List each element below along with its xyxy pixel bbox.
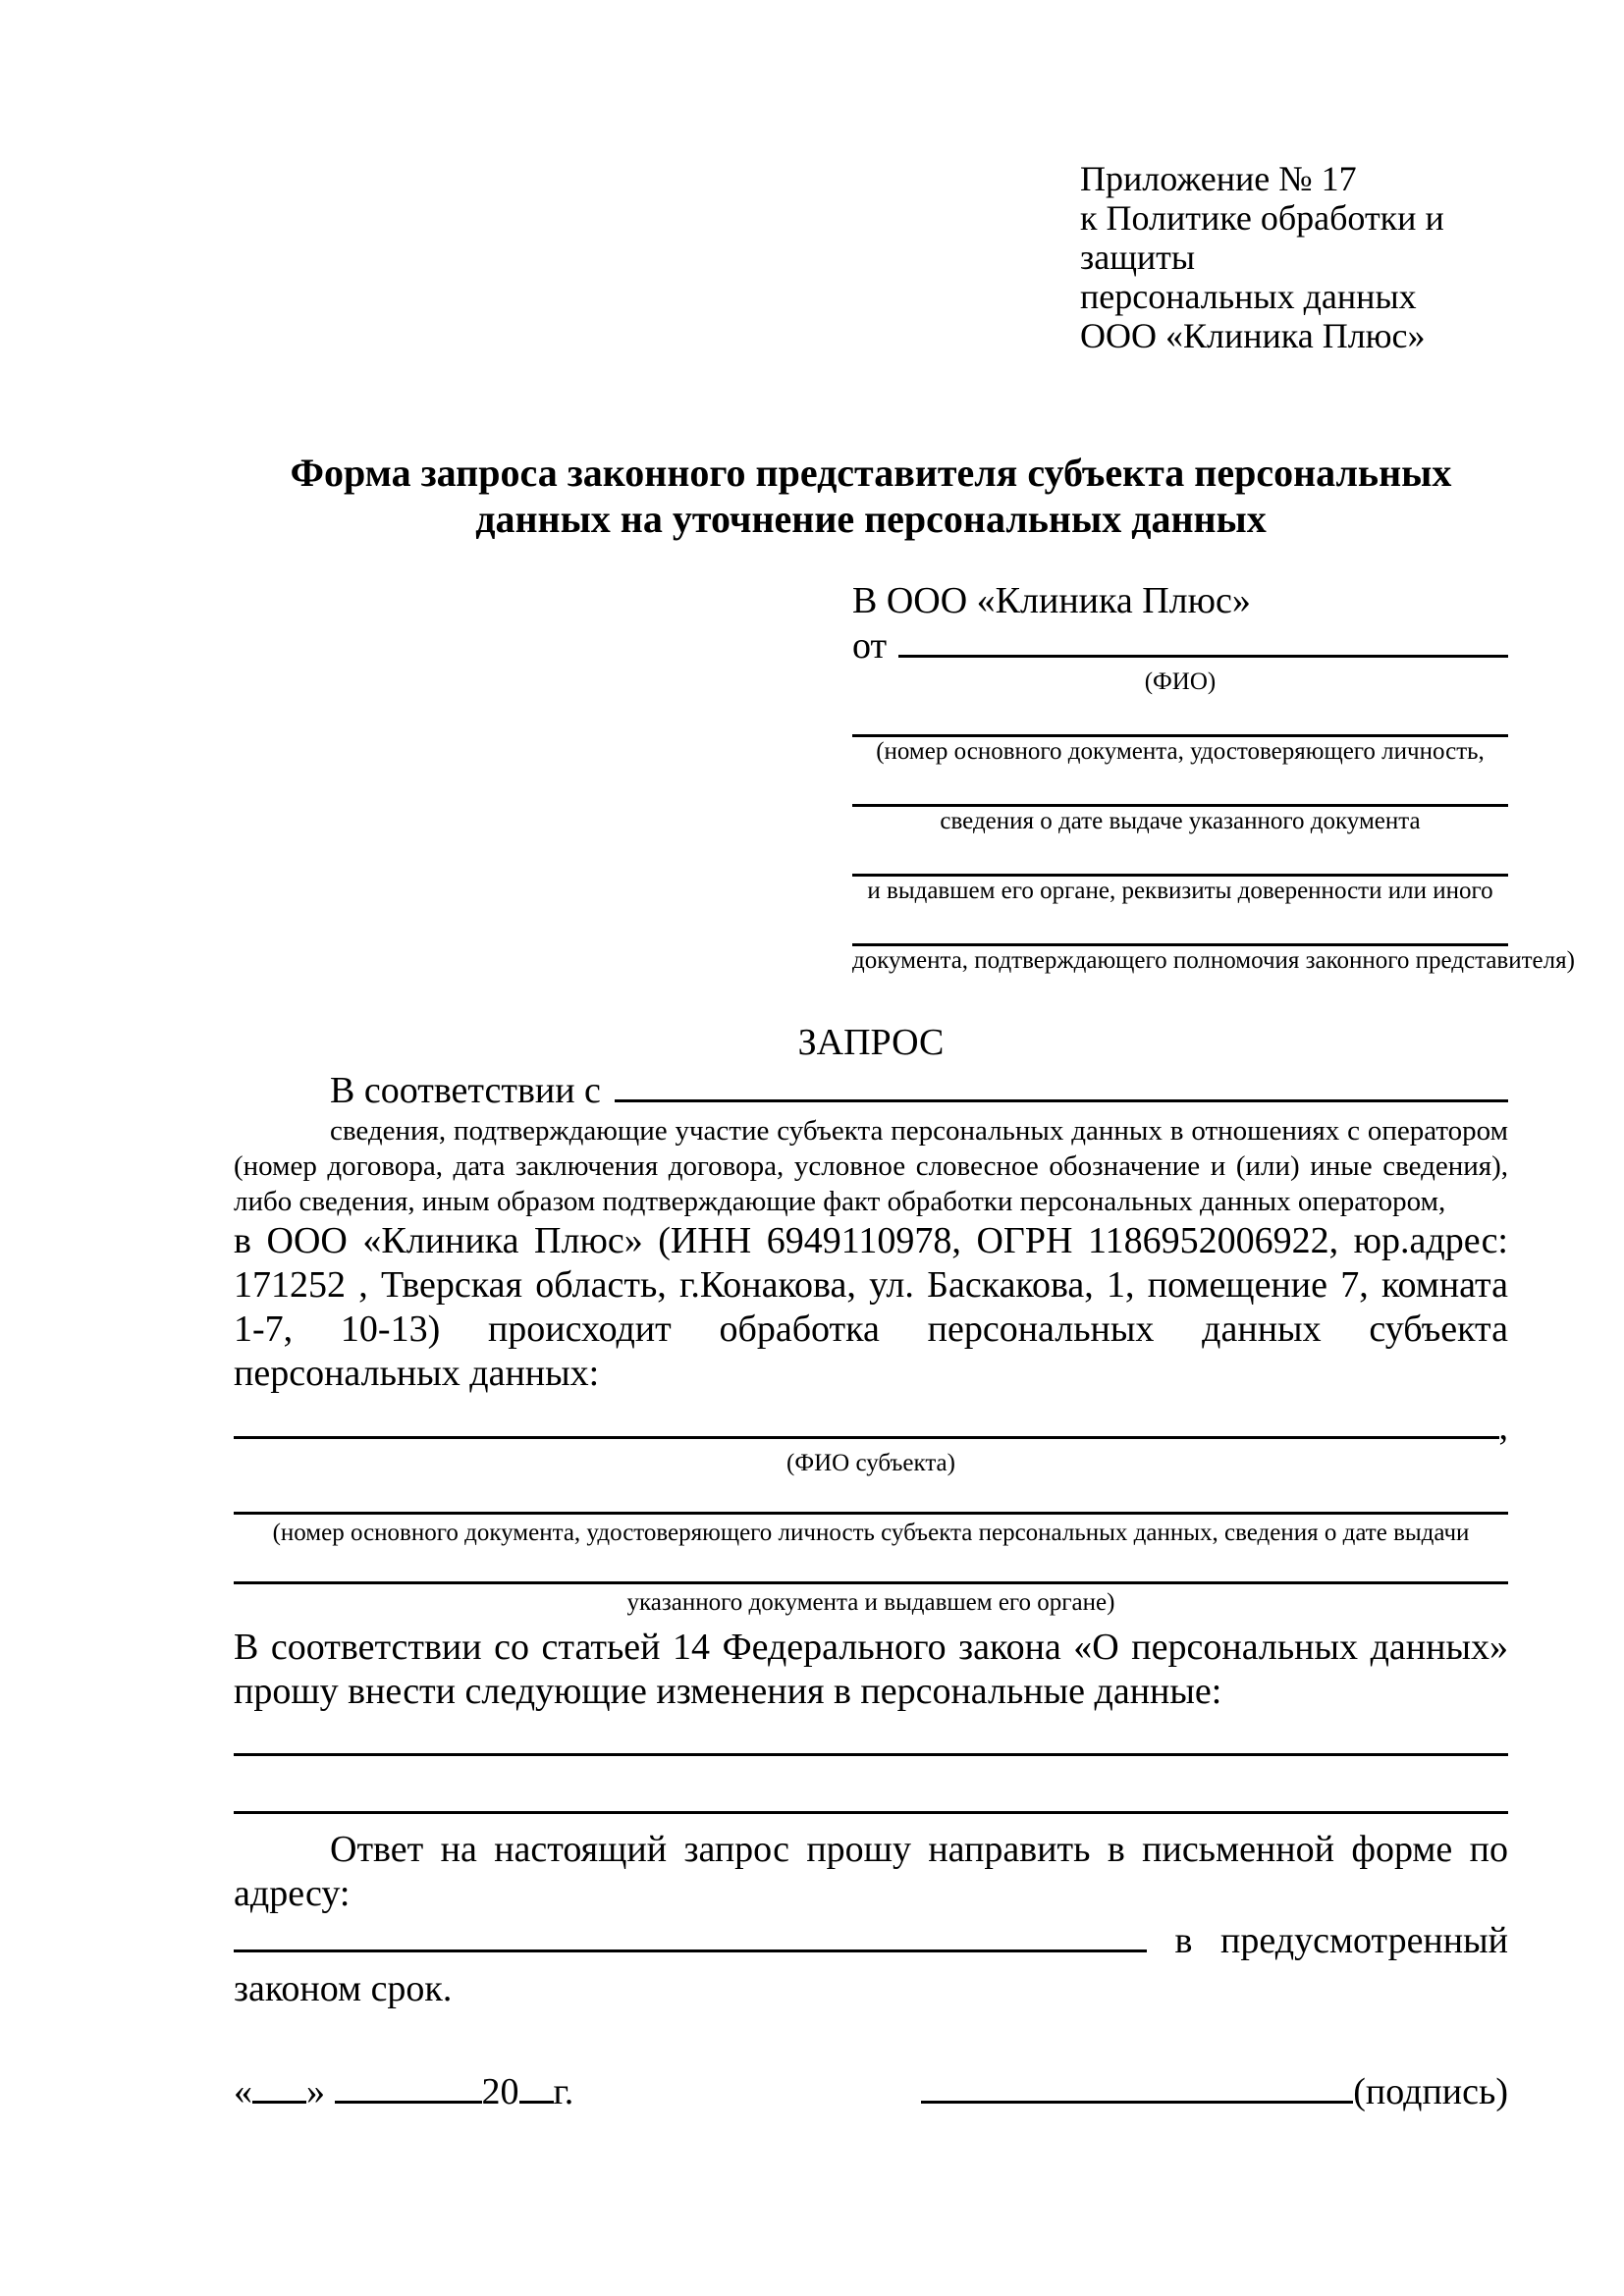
doc-blank-unit	[852, 874, 1508, 906]
date-field	[234, 2069, 573, 2114]
changes-fill-line-2	[234, 1811, 1508, 1814]
fine-print-note: сведения, подтверждающие участие субъекта персональных данных в отношениях с оператором (номер договора, дата заключения договора, условное словесное обозначение и (или) иные сведения), либо сведения, иным образом подтверждающие факт обработки персональных данных оператором,	[234, 1115, 1508, 1217]
date-month-blank	[335, 2101, 482, 2104]
intro-fill-line	[615, 1099, 1508, 1102]
appendix-number: Приложение № 17	[1080, 159, 1357, 198]
appendix-header	[1080, 159, 1508, 355]
subject-doc-caption-2: указанного документа и выдавшем его органе)	[626, 1589, 1115, 1616]
operator-paragraph: в ООО «Клиника Плюс» (ИНН 6949110978, ОГРН 1186952006922, юр.адрес: 171252 , Тверская область, г.Конакова, ул. Баскакова, 1, помещение 7, комната 1-7, 10-13) происходит обработка персональных данных субъекта персональных данных:	[234, 1220, 1508, 1394]
signature-field	[921, 2069, 1508, 2114]
intro-label: В соответствии с	[330, 1070, 601, 1111]
date-quote-open: «	[234, 2071, 252, 2112]
subject-doc-caption-1: (номер основного документа, удостоверяющего личность субъекта персональных данных, сведения о дате выдачи	[272, 1520, 1470, 1546]
addressee-block	[852, 579, 1575, 976]
answer-paragraph-line-3: законом срок.	[234, 1968, 453, 2009]
fio-fill-line	[898, 655, 1508, 658]
page-title: Форма запроса законного представителя субъекта персональных данных на уточнение персональных данных	[290, 451, 1452, 541]
appendix-policy-line: к Политике обработки и защиты	[1080, 198, 1444, 277]
answer-word-predusmotrennyj: предусмотренный	[1220, 1920, 1508, 1961]
date-day-blank	[252, 2101, 306, 2104]
doc-caption-3: и выдавшем его органе, реквизиты доверенности или иного	[867, 878, 1493, 904]
trailing-comma: ,	[1498, 1407, 1508, 1448]
date-year-blank	[519, 2101, 554, 2104]
date-year-prefix: 20	[481, 2071, 519, 2112]
request-heading: ЗАПРОС	[797, 1022, 945, 1063]
subject-fio-caption: (ФИО субъекта)	[786, 1450, 955, 1476]
request-intro-line	[234, 1068, 1508, 1113]
subject-doc-fill-line-1	[234, 1512, 1508, 1515]
appendix-company: ООО «Клиника Плюс»	[1080, 316, 1426, 355]
addressee-from-line	[852, 624, 1508, 667]
changes-fill-line-1	[234, 1753, 1508, 1756]
appendix-policy-line-2: персональных данных	[1080, 277, 1417, 316]
doc-caption-4: документа, подтверждающего полномочия законного представителя)	[852, 947, 1575, 974]
date-year-suffix: г.	[553, 2071, 574, 2112]
doc-caption-2: сведения о дате выдаче указанного документа	[940, 808, 1421, 834]
doc-caption-1: (номер основного документа, удостоверяющего личность,	[876, 738, 1485, 765]
doc-blank-unit	[852, 734, 1508, 767]
address-fill-line	[234, 1949, 1147, 1952]
signature-blank	[921, 2101, 1353, 2104]
subject-doc-unit	[234, 1512, 1508, 1548]
subject-doc-unit	[234, 1581, 1508, 1618]
law-paragraph: В соответствии со статьей 14 Федерального закона «О персональных данных» прошу внести следующие изменения в персональные данные:	[234, 1627, 1508, 1712]
subject-fio-fill-line	[234, 1436, 1499, 1439]
date-quote-close: »	[306, 2071, 325, 2112]
doc-blank-unit	[852, 804, 1508, 836]
signature-row	[234, 2069, 1508, 2114]
signature-caption: (подпись)	[1353, 2071, 1508, 2112]
fio-caption: (ФИО)	[1144, 668, 1217, 695]
subject-fio-line	[234, 1406, 1508, 1449]
doc-blank-unit	[852, 943, 1575, 976]
answer-paragraph-line-1: Ответ на настоящий запрос прошу направить в письменной форме по адресу:	[234, 1829, 1508, 1914]
answer-paragraph-line-2	[234, 1916, 1508, 1965]
from-label: от	[852, 625, 888, 667]
answer-word-v: в	[1174, 1920, 1193, 1961]
addressee-to: В ООО «Клиника Плюс»	[852, 580, 1251, 621]
subject-doc-fill-line-2	[234, 1581, 1508, 1584]
